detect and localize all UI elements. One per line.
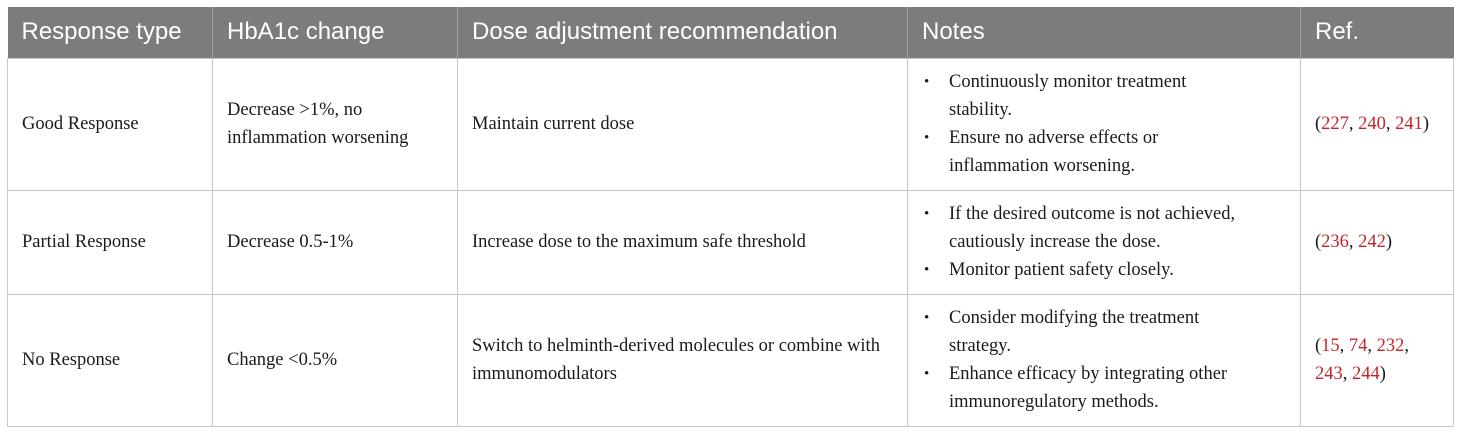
header-dose-adjustment: Dose adjustment recommendation — [458, 7, 908, 58]
note-item: • Ensure no adverse effects or inflammation worsening. — [922, 124, 1189, 180]
ref-cell: (15, 74, 232, 243, 244) — [1301, 294, 1454, 426]
table-row — [8, 190, 1454, 294]
notes-cell — [908, 58, 1301, 190]
response-type-cell: Partial Response — [8, 190, 213, 294]
note-item: • Consider modifying the treatment strategy. — [922, 304, 1249, 360]
dose-cell — [458, 294, 908, 426]
note-item: • Enhance efficacy by integrating other immunoregulatory methods. — [922, 360, 1290, 416]
dose-adjustment-table — [7, 7, 1454, 427]
hba1c-change-cell — [213, 58, 458, 190]
response-type-cell: No Response — [8, 294, 213, 426]
notes-list — [922, 200, 1290, 284]
dose-text: Switch to helminth-derived molecules or combine with immunomodulators — [472, 336, 880, 384]
note-item: • Monitor patient safety closely. — [922, 256, 1290, 284]
hba1c-change-cell: Change <0.5% — [213, 294, 458, 426]
ref-link[interactable]: 15 — [1321, 336, 1340, 356]
ref-link[interactable]: 240 — [1358, 114, 1386, 134]
header-ref: Ref. — [1301, 7, 1454, 58]
notes-list — [922, 68, 1290, 180]
ref-link[interactable]: 242 — [1358, 232, 1386, 252]
ref-link[interactable]: 236 — [1321, 232, 1349, 252]
note-item: • Continuously monitor treatment stability. — [922, 68, 1219, 124]
ref-link[interactable]: 244 — [1352, 364, 1380, 384]
ref-cell: (227, 240, 241) — [1301, 58, 1454, 190]
notes-cell — [908, 294, 1301, 426]
notes-list — [922, 304, 1290, 416]
ref-link[interactable]: 243 — [1315, 364, 1343, 384]
ref-link[interactable]: 232 — [1376, 336, 1405, 356]
table-header-row — [8, 7, 1454, 58]
table-row — [8, 294, 1454, 426]
ref-link[interactable]: 241 — [1395, 114, 1423, 134]
ref-cell: (236, 242) — [1301, 190, 1454, 294]
table-row — [8, 58, 1454, 190]
ref-link[interactable]: 74 — [1348, 336, 1368, 356]
dose-cell: Increase dose to the maximum safe threshold — [458, 190, 908, 294]
ref-link[interactable]: 227 — [1321, 114, 1349, 134]
hba1c-change-text: Decrease >1%, no inflammation worsening — [227, 100, 409, 148]
notes-cell — [908, 190, 1301, 294]
hba1c-change-cell: Decrease 0.5-1% — [213, 190, 458, 294]
response-type-cell: Good Response — [8, 58, 213, 190]
header-response-type: Response type — [8, 7, 213, 58]
dose-cell: Maintain current dose — [458, 58, 908, 190]
header-notes: Notes — [908, 7, 1301, 58]
header-hba1c-change: HbA1c change — [213, 7, 458, 58]
note-item: • If the desired outcome is not achieved, cautiously increase the dose. — [922, 200, 1290, 256]
